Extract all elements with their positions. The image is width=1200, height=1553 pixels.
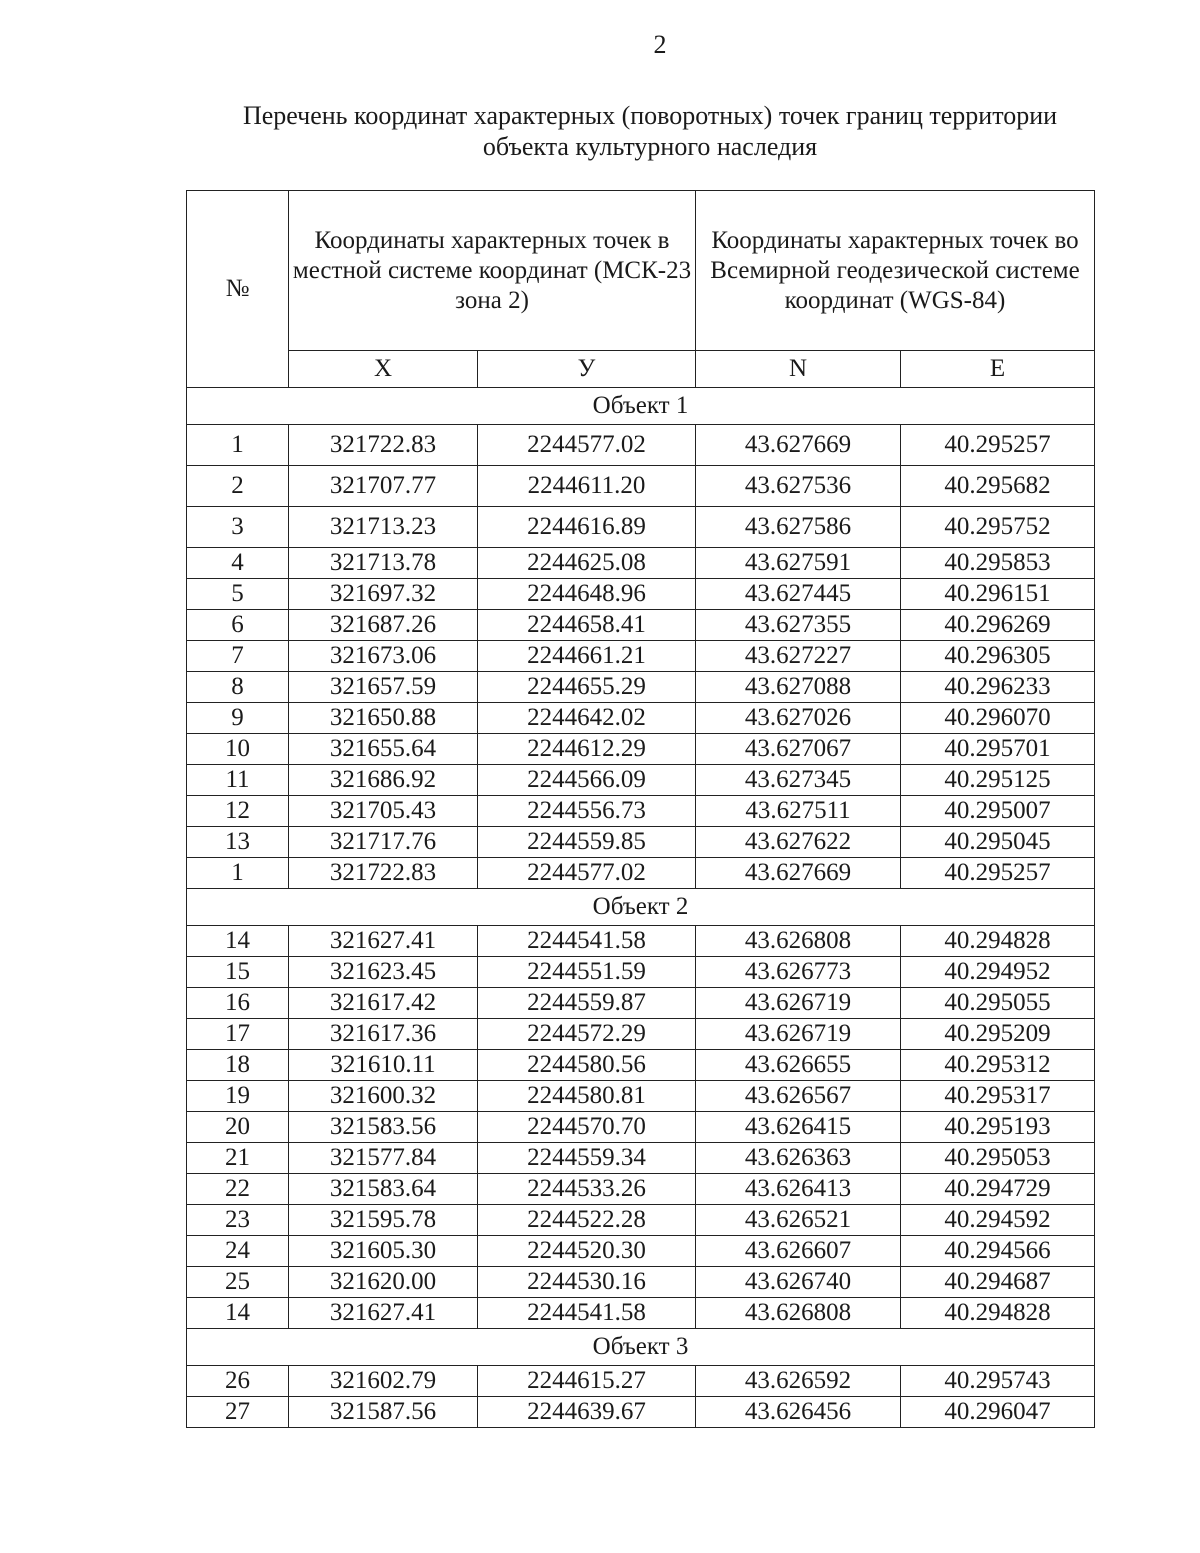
table-row [187,926,1095,957]
table-row [187,796,1095,827]
cell-e: 40.294952 [901,957,1095,988]
cell-e: 40.295312 [901,1050,1095,1081]
cell-num: 9 [187,703,289,734]
cell-num: 24 [187,1236,289,1267]
cell-y: 2244522.28 [478,1205,696,1236]
cell-x: 321657.59 [289,672,478,703]
table-row [187,734,1095,765]
cell-y: 2244577.02 [478,425,696,466]
cell-y: 2244661.21 [478,641,696,672]
cell-e: 40.295853 [901,548,1095,579]
cell-n: 43.627511 [696,796,901,827]
cell-x: 321602.79 [289,1366,478,1397]
cell-x: 321697.32 [289,579,478,610]
page-number: 2 [653,30,667,59]
cell-e: 40.296305 [901,641,1095,672]
cell-e: 40.294828 [901,926,1095,957]
header-n: N [696,351,901,388]
cell-x: 321623.45 [289,957,478,988]
table-row [187,1143,1095,1174]
cell-y: 2244541.58 [478,926,696,957]
cell-e: 40.296269 [901,610,1095,641]
cell-n: 43.627445 [696,579,901,610]
table-row [187,957,1095,988]
header-e: E [901,351,1095,388]
cell-num: 12 [187,796,289,827]
cell-e: 40.294566 [901,1236,1095,1267]
cell-num: 13 [187,827,289,858]
cell-e: 40.295007 [901,796,1095,827]
cell-n: 43.626773 [696,957,901,988]
table-row [187,1050,1095,1081]
cell-e: 40.295055 [901,988,1095,1019]
cell-y: 2244520.30 [478,1236,696,1267]
cell-x: 321605.30 [289,1236,478,1267]
cell-num: 14 [187,1298,289,1329]
cell-num: 3 [187,507,289,548]
header-wgs-coordinates: Координаты характерных точек во Всемирной геодезической системе координат (WGS-84) [696,191,1095,351]
table-row [187,641,1095,672]
table-row [187,1174,1095,1205]
table-row [187,1205,1095,1236]
cell-y: 2244648.96 [478,579,696,610]
section-row [187,1329,1095,1366]
cell-n: 43.626808 [696,926,901,957]
cell-num: 25 [187,1267,289,1298]
cell-e: 40.295125 [901,765,1095,796]
table-row [187,827,1095,858]
cell-x: 321717.76 [289,827,478,858]
cell-x: 321655.64 [289,734,478,765]
document-title [190,100,1110,162]
cell-y: 2244611.20 [478,466,696,507]
table-row [187,1112,1095,1143]
cell-y: 2244658.41 [478,610,696,641]
cell-y: 2244615.27 [478,1366,696,1397]
cell-n: 43.627026 [696,703,901,734]
cell-e: 40.294828 [901,1298,1095,1329]
cell-n: 43.626363 [696,1143,901,1174]
cell-e: 40.295752 [901,507,1095,548]
cell-num: 19 [187,1081,289,1112]
cell-n: 43.627227 [696,641,901,672]
cell-n: 43.626592 [696,1366,901,1397]
table-body [187,388,1095,1428]
cell-y: 2244541.58 [478,1298,696,1329]
cell-num: 17 [187,1019,289,1050]
table-row [187,858,1095,889]
cell-n: 43.626655 [696,1050,901,1081]
cell-y: 2244577.02 [478,858,696,889]
section-row [187,388,1095,425]
cell-y: 2244559.34 [478,1143,696,1174]
cell-e: 40.294729 [901,1174,1095,1205]
cell-e: 40.296233 [901,672,1095,703]
cell-x: 321722.83 [289,858,478,889]
cell-n: 43.627591 [696,548,901,579]
cell-n: 43.627536 [696,466,901,507]
cell-x: 321673.06 [289,641,478,672]
cell-x: 321610.11 [289,1050,478,1081]
cell-x: 321617.36 [289,1019,478,1050]
cell-x: 321713.23 [289,507,478,548]
cell-num: 1 [187,425,289,466]
cell-n: 43.626567 [696,1081,901,1112]
cell-e: 40.295701 [901,734,1095,765]
cell-n: 43.627067 [696,734,901,765]
cell-y: 2244551.59 [478,957,696,988]
coordinates-table [186,190,1095,1428]
cell-e: 40.295209 [901,1019,1095,1050]
cell-y: 2244530.16 [478,1267,696,1298]
cell-num: 22 [187,1174,289,1205]
cell-y: 2244655.29 [478,672,696,703]
cell-num: 27 [187,1397,289,1428]
cell-n: 43.627088 [696,672,901,703]
cell-num: 5 [187,579,289,610]
section-title: Объект 2 [187,889,1095,926]
table-row [187,1397,1095,1428]
cell-e: 40.295045 [901,827,1095,858]
cell-x: 321583.56 [289,1112,478,1143]
cell-x: 321595.78 [289,1205,478,1236]
cell-x: 321620.00 [289,1267,478,1298]
table-row [187,579,1095,610]
cell-y: 2244616.89 [478,507,696,548]
cell-x: 321583.64 [289,1174,478,1205]
cell-x: 321687.26 [289,610,478,641]
cell-n: 43.626607 [696,1236,901,1267]
section-row [187,889,1095,926]
cell-num: 20 [187,1112,289,1143]
cell-e: 40.294687 [901,1267,1095,1298]
header-number: № [187,191,289,388]
table-row [187,610,1095,641]
cell-y: 2244625.08 [478,548,696,579]
cell-n: 43.626740 [696,1267,901,1298]
cell-y: 2244612.29 [478,734,696,765]
cell-y: 2244559.85 [478,827,696,858]
cell-y: 2244559.87 [478,988,696,1019]
cell-n: 43.627586 [696,507,901,548]
cell-n: 43.627622 [696,827,901,858]
cell-n: 43.627669 [696,425,901,466]
cell-y: 2244533.26 [478,1174,696,1205]
cell-num: 6 [187,610,289,641]
cell-x: 321600.32 [289,1081,478,1112]
table-row [187,988,1095,1019]
table-row [187,1019,1095,1050]
cell-y: 2244580.56 [478,1050,696,1081]
table-row [187,1298,1095,1329]
cell-y: 2244639.67 [478,1397,696,1428]
cell-x: 321707.77 [289,466,478,507]
cell-num: 10 [187,734,289,765]
cell-n: 43.627669 [696,858,901,889]
cell-e: 40.295682 [901,466,1095,507]
cell-n: 43.626456 [696,1397,901,1428]
table-row [187,466,1095,507]
cell-y: 2244580.81 [478,1081,696,1112]
table-row [187,1081,1095,1112]
cell-e: 40.295257 [901,425,1095,466]
cell-num: 14 [187,926,289,957]
cell-num: 8 [187,672,289,703]
cell-x: 321686.92 [289,765,478,796]
cell-e: 40.296070 [901,703,1095,734]
cell-e: 40.295317 [901,1081,1095,1112]
cell-n: 43.627345 [696,765,901,796]
cell-num: 18 [187,1050,289,1081]
cell-x: 321577.84 [289,1143,478,1174]
cell-x: 321705.43 [289,796,478,827]
header-x: X [289,351,478,388]
table-row [187,548,1095,579]
cell-num: 16 [187,988,289,1019]
cell-e: 40.295193 [901,1112,1095,1143]
table-row [187,703,1095,734]
cell-e: 40.295743 [901,1366,1095,1397]
cell-num: 15 [187,957,289,988]
cell-num: 4 [187,548,289,579]
table-row [187,1267,1095,1298]
cell-e: 40.296151 [901,579,1095,610]
header-y: У [478,351,696,388]
cell-num: 7 [187,641,289,672]
cell-y: 2244570.70 [478,1112,696,1143]
cell-num: 11 [187,765,289,796]
cell-num: 2 [187,466,289,507]
title-line-2: объекта культурного наследия [482,132,818,161]
cell-x: 321627.41 [289,926,478,957]
cell-n: 43.626719 [696,988,901,1019]
cell-y: 2244642.02 [478,703,696,734]
cell-n: 43.627355 [696,610,901,641]
table-row [187,672,1095,703]
cell-n: 43.626719 [696,1019,901,1050]
table-row [187,1366,1095,1397]
section-title: Объект 1 [187,388,1095,425]
cell-num: 1 [187,858,289,889]
cell-e: 40.295257 [901,858,1095,889]
cell-x: 321722.83 [289,425,478,466]
cell-n: 43.626415 [696,1112,901,1143]
cell-n: 43.626413 [696,1174,901,1205]
cell-y: 2244566.09 [478,765,696,796]
cell-num: 26 [187,1366,289,1397]
header-local-coordinates: Координаты характерных точек в местной системе координат (МСК-23 зона 2) [289,191,696,351]
cell-x: 321650.88 [289,703,478,734]
cell-y: 2244572.29 [478,1019,696,1050]
cell-e: 40.294592 [901,1205,1095,1236]
cell-e: 40.295053 [901,1143,1095,1174]
cell-x: 321617.42 [289,988,478,1019]
cell-n: 43.626521 [696,1205,901,1236]
table-row [187,507,1095,548]
table-row [187,1236,1095,1267]
title-line-1: Перечень координат характерных (поворотных) точек границ территории [242,101,1058,130]
table-row [187,425,1095,466]
table-row [187,765,1095,796]
cell-n: 43.626808 [696,1298,901,1329]
cell-num: 23 [187,1205,289,1236]
cell-num: 21 [187,1143,289,1174]
cell-x: 321587.56 [289,1397,478,1428]
cell-x: 321627.41 [289,1298,478,1329]
cell-e: 40.296047 [901,1397,1095,1428]
cell-y: 2244556.73 [478,796,696,827]
section-title: Объект 3 [187,1329,1095,1366]
cell-x: 321713.78 [289,548,478,579]
